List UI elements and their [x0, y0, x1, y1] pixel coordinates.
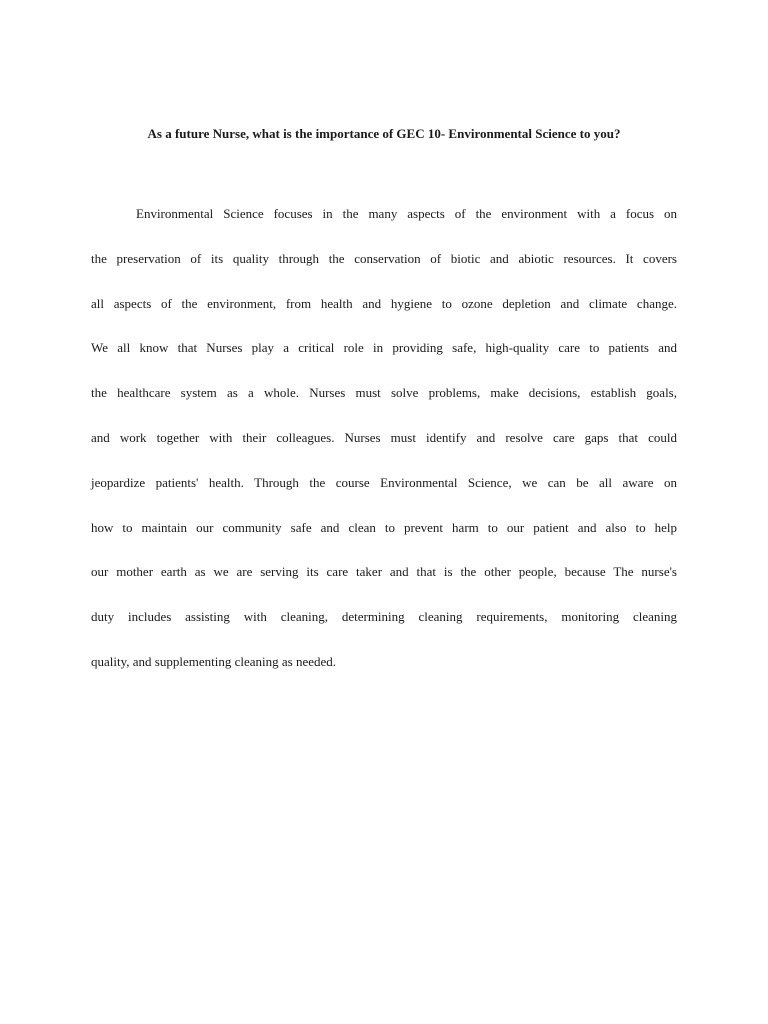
paragraph-line: all aspects of the environment, from health and hygiene to ozone depletion and climate change.	[91, 295, 677, 311]
paragraph-line: the preservation of its quality through the conservation of biotic and abiotic resources. It covers	[91, 250, 677, 266]
paragraph-line: We all know that Nurses play a critical role in providing safe, high-quality care to patients and	[91, 340, 677, 356]
essay-title: As a future Nurse, what is the importance of GEC 10- Environmental Science to you?	[147, 126, 621, 141]
paragraph-line: and work together with their colleagues. Nurses must identify and resolve care gaps that could	[91, 429, 677, 445]
paragraph-line: how to maintain our community safe and clean to prevent harm to our patient and also to help	[91, 519, 677, 535]
paragraph-line: quality, and supplementing cleaning as needed.	[91, 653, 337, 669]
paragraph-line: the healthcare system as a whole. Nurses must solve problems, make decisions, establish goals,	[91, 385, 677, 401]
paragraph-line: jeopardize patients' health. Through the course Environmental Science, we can be all aware on	[91, 474, 677, 490]
paragraph-line: Environmental Science focuses in the many aspects of the environment with a focus on	[136, 206, 677, 221]
essay-paragraph	[91, 192, 677, 685]
paragraph-line: duty includes assisting with cleaning, determining cleaning requirements, monitoring cleaning	[91, 609, 677, 625]
paragraph-line: our mother earth as we are serving its care taker and that is the other people, because The nurse's	[91, 564, 677, 580]
